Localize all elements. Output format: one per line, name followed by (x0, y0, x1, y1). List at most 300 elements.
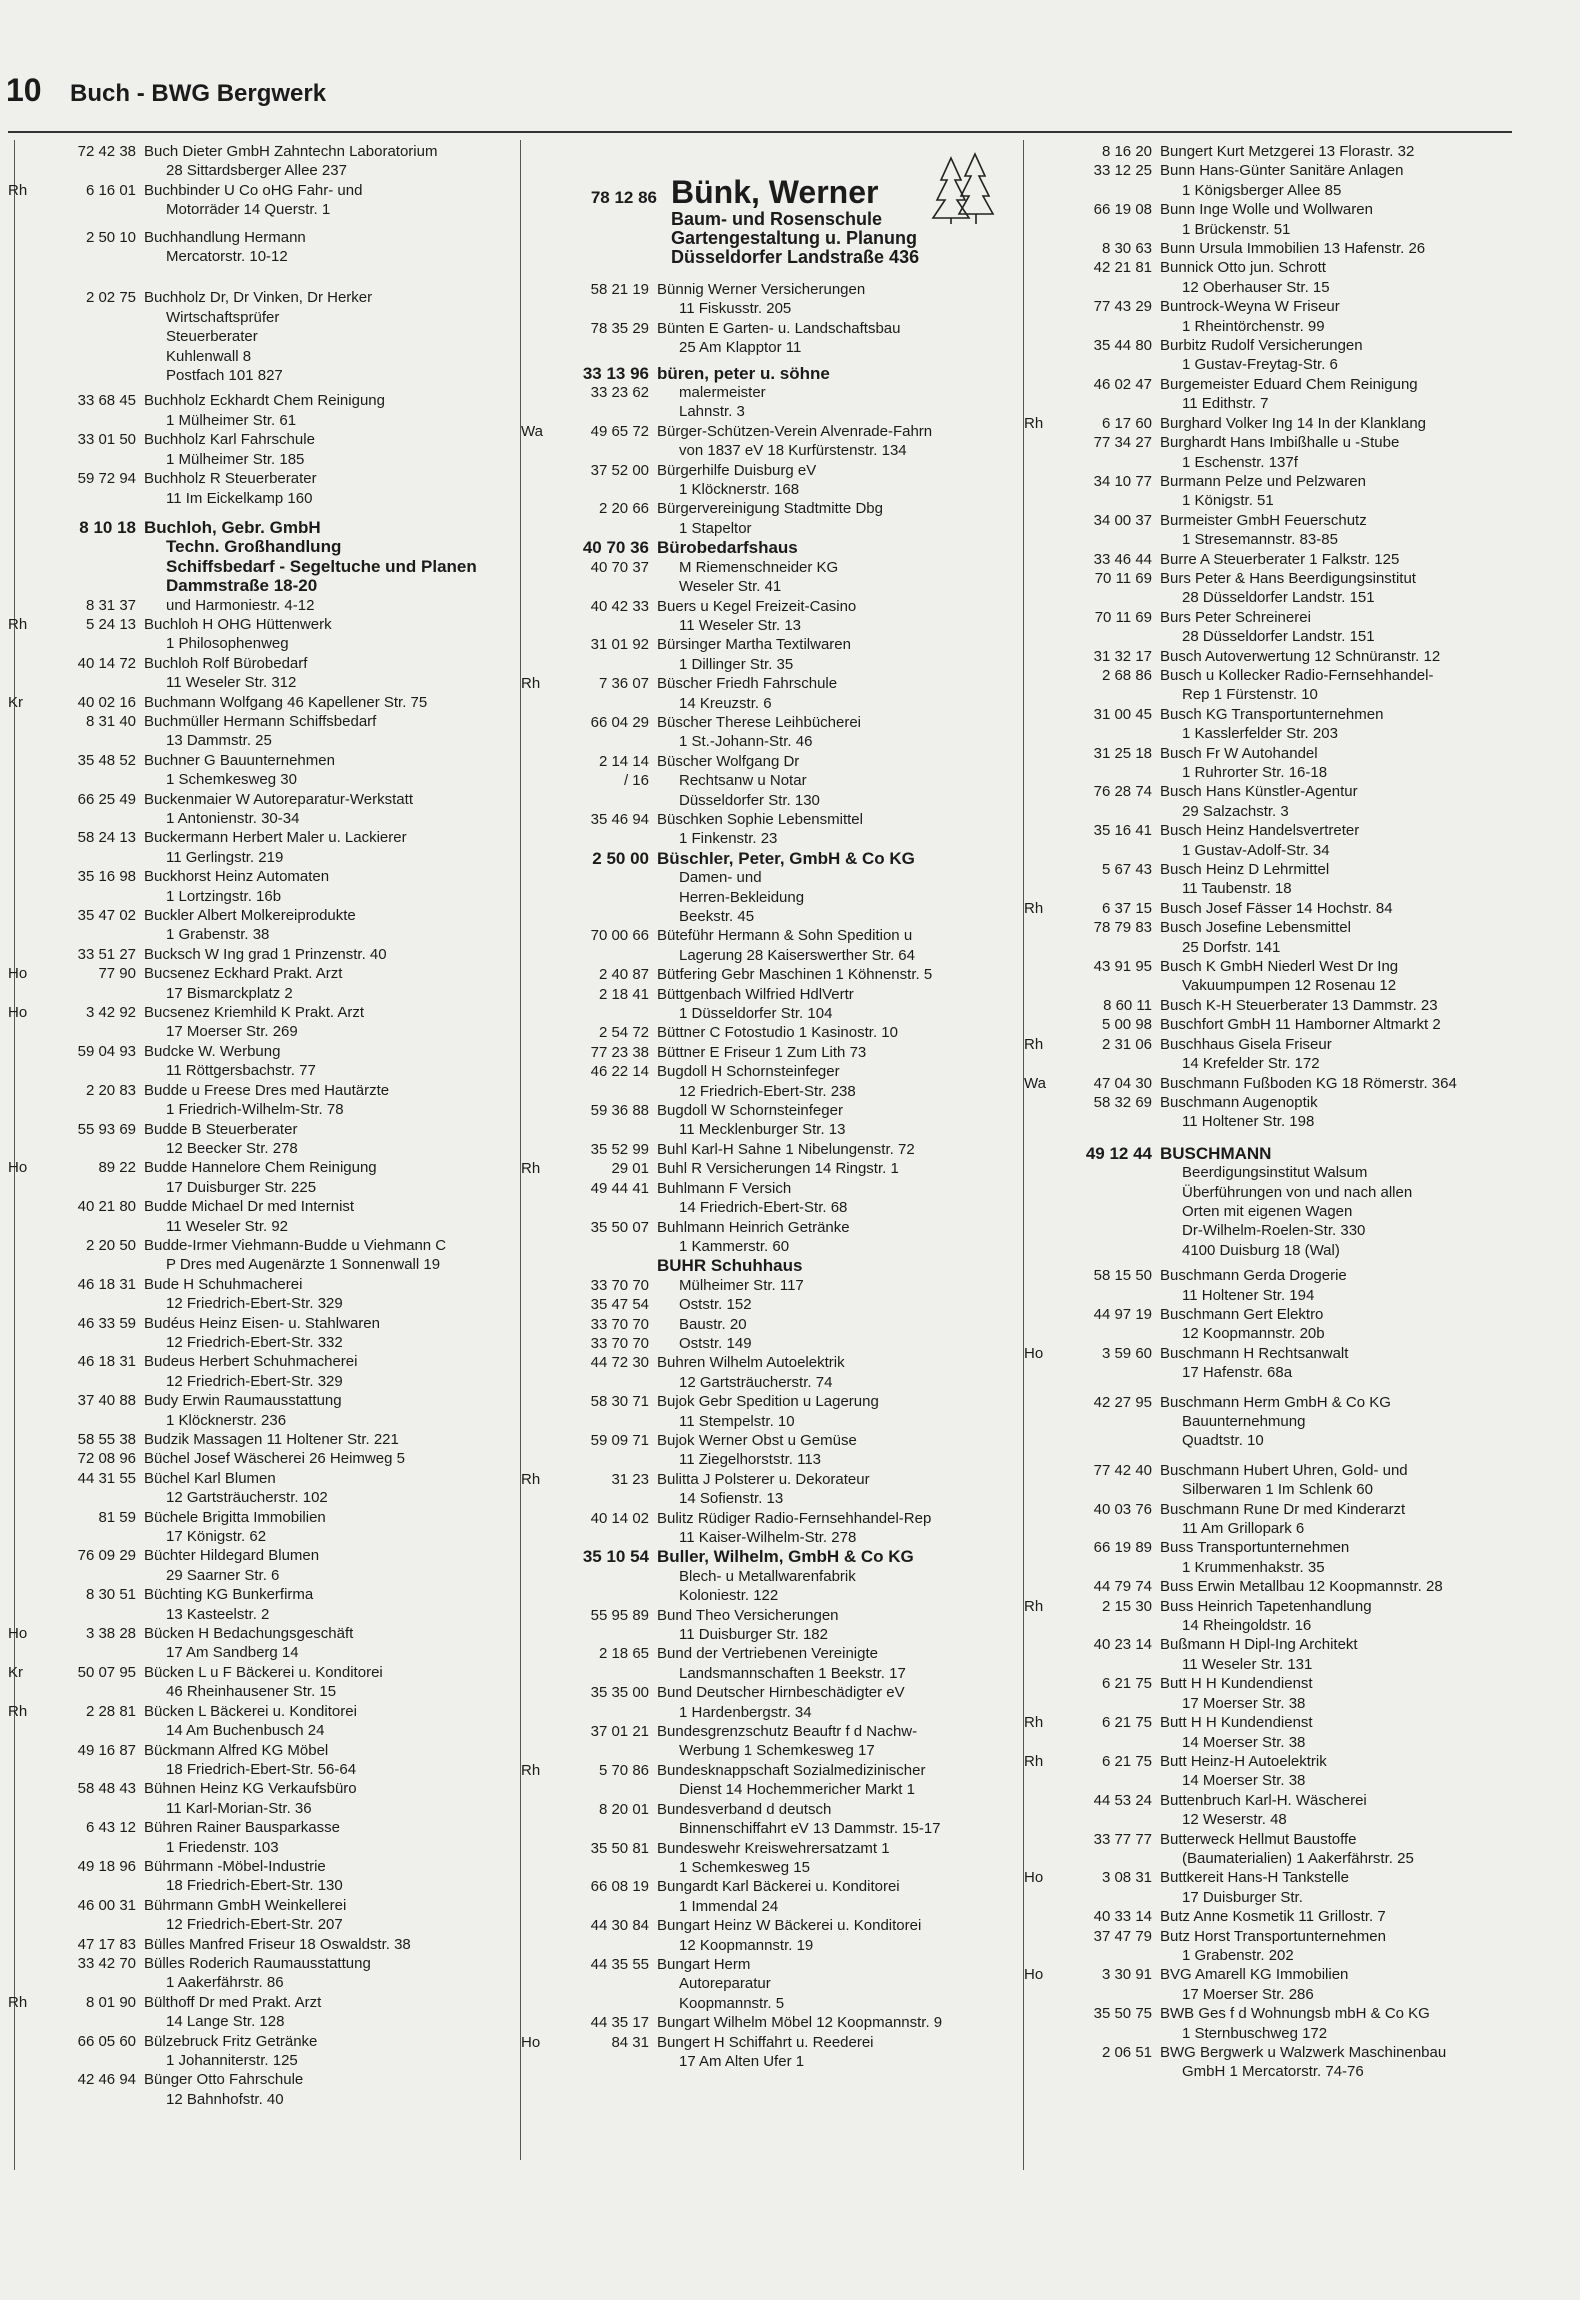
phone-number: 50 07 95 (77, 1663, 136, 1681)
directory-entry (521, 558, 1035, 597)
listing-column-1 (8, 142, 520, 2109)
directory-entry (8, 712, 520, 751)
district-prefix (521, 364, 561, 383)
entry-name: Burs Peter & Hans Beerdigungsinstitut (1160, 569, 1416, 587)
indent-spacer (1064, 278, 1160, 297)
district-prefix (1024, 1144, 1064, 1163)
phone-number: 66 25 49 (77, 790, 136, 808)
entry-name: Bungart Heinz W Bäckerei u. Konditorei (657, 1917, 922, 1935)
entry-line (1024, 1907, 1522, 1926)
indent-spacer (561, 480, 657, 499)
entry-name: Budde u Freese Dres med Hautärzte (144, 1081, 390, 1099)
directory-entry (1024, 569, 1522, 608)
indent-spacer (1024, 588, 1064, 607)
entry-name: Bülles Roderich Raumausstattung (144, 1954, 371, 1972)
indent-spacer (8, 1682, 48, 1701)
indent-spacer (1064, 1655, 1160, 1674)
district-prefix: Rh (1024, 1035, 1044, 1053)
indent-spacer (561, 1004, 657, 1023)
entry-detail: Werbung 1 Schemkesweg 17 (679, 1742, 875, 1760)
entry-name: Bujok Gebr Spedition u Lagerung (657, 1393, 879, 1411)
directory-entry (521, 319, 1035, 358)
district-prefix (1024, 1305, 1064, 1324)
directory-entry (521, 771, 1035, 810)
phone-number: 2 68 86 (1101, 666, 1152, 684)
district-prefix (521, 1218, 561, 1237)
phone-number: 49 44 41 (590, 1179, 649, 1197)
district-prefix (1024, 1538, 1064, 1557)
entry-name: Butt Heinz-H Autoelektrik (1160, 1752, 1327, 1770)
phone-number: 77 42 40 (1093, 1461, 1152, 1479)
entry-line (8, 1255, 520, 1274)
indent-spacer (521, 1780, 561, 1799)
entry-line (8, 809, 520, 828)
entry-name: Buchloh H OHG Hüttenwerk (144, 615, 332, 633)
entry-detail: 12 Weserstr. 48 (1182, 1811, 1287, 1829)
indent-spacer (8, 1876, 48, 1895)
directory-entry (8, 2070, 520, 2109)
phone-number: 8 60 11 (1103, 996, 1152, 1014)
entry-line (521, 1373, 1035, 1392)
phone-number: 34 10 77 (1093, 472, 1152, 490)
entry-line (8, 1605, 520, 1624)
ad-line: Baum- und Rosenschule (671, 209, 883, 229)
entry-line (521, 1062, 1035, 1081)
entry-line (521, 1994, 1035, 2013)
phone-number: 5 24 13 (85, 615, 136, 633)
entry-line (521, 1295, 1035, 1314)
district-prefix (1024, 472, 1064, 491)
entry-name: Buchhandlung Hermann (144, 228, 306, 246)
district-prefix (8, 1741, 48, 1760)
entry-line (1024, 666, 1522, 685)
entry-name: Buschmann Herm GmbH & Co KG (1160, 1393, 1391, 1411)
entry-line (1024, 1163, 1522, 1182)
directory-entry (8, 1779, 520, 1818)
entry-line (521, 1353, 1035, 1372)
phone-number: 3 59 60 (1101, 1344, 1152, 1362)
ad-phone: 78 12 86 (590, 188, 657, 207)
phone-number: 42 21 81 (1093, 259, 1152, 277)
entry-name: Büscher Friedh Fahrschule (657, 675, 838, 693)
indent-spacer (521, 480, 561, 499)
entry-line (521, 1334, 1035, 1353)
entry-line (8, 1294, 520, 1313)
district-prefix (8, 1042, 48, 1061)
entry-detail: 46 Rheinhausener Str. 15 (166, 1683, 337, 1701)
entry-line (521, 946, 1035, 965)
entry-line (1024, 1221, 1522, 1240)
entry-line (8, 1411, 520, 1430)
entry-detail: Autoreparatur (679, 1975, 771, 1993)
directory-entry (521, 2033, 1035, 2072)
indent-spacer (521, 1897, 561, 1916)
phone-number: 40 70 37 (590, 558, 649, 576)
entry-line (1024, 1183, 1522, 1202)
indent-spacer (1064, 220, 1160, 239)
entry-line (8, 1527, 520, 1546)
indent-spacer (8, 673, 48, 692)
entry-line (8, 1721, 520, 1740)
indent-spacer (1064, 763, 1160, 782)
directory-entry (1024, 161, 1522, 200)
entry-name: Buschhaus Gisela Friseur (1160, 1035, 1332, 1053)
indent-spacer (8, 411, 48, 430)
ad-text (671, 174, 919, 267)
entry-line (8, 1139, 520, 1158)
entry-line (521, 694, 1035, 713)
entry-detail: 11 Im Eickelkamp 160 (166, 489, 313, 507)
entry-detail: 11 Am Grillopark 6 (1182, 1520, 1305, 1538)
phone-number (561, 1256, 657, 1275)
entry-detail: 12 Gartsträucherstr. 102 (166, 1489, 328, 1507)
district-prefix (1024, 239, 1064, 258)
entry-detail: 11 Edithstr. 7 (1182, 395, 1269, 413)
entry-line (521, 1586, 1035, 1605)
indent-spacer (561, 616, 657, 635)
indent-spacer (521, 1741, 561, 1760)
indent-spacer (1064, 938, 1160, 957)
entry-name: Büchter Hildegard Blumen (144, 1547, 320, 1565)
entry-detail: 11 Weseler Str. 13 (679, 616, 802, 634)
indent-spacer (8, 1760, 48, 1779)
phone-number: 2 14 14 (598, 752, 649, 770)
entry-line (1024, 957, 1522, 976)
directory-entry (8, 142, 520, 181)
entry-detail: 11 Kaiser-Wilhelm-Str. 278 (679, 1529, 857, 1546)
indent-spacer (521, 1974, 561, 1993)
directory-entry (1024, 1163, 1522, 1260)
indent-spacer (48, 1973, 144, 1992)
indent-spacer (561, 791, 657, 810)
directory-entry (1024, 1305, 1522, 1344)
directory-entry (521, 965, 1035, 984)
entry-detail: 12 Beecker Str. 278 (166, 1139, 298, 1157)
entry-line (8, 1314, 520, 1333)
phone-number: 49 12 44 (1085, 1143, 1152, 1163)
indent-spacer (1024, 1946, 1064, 1965)
entry-line (1024, 433, 1522, 452)
district-prefix (1024, 957, 1064, 976)
entry-name: Buckermann Herbert Maler u. Lackierer (144, 829, 407, 847)
entry-detail: Postfach 101 827 (166, 367, 283, 385)
entry-name: Damen- und (679, 869, 762, 887)
indent-spacer (1064, 841, 1160, 860)
entry-line (8, 1372, 520, 1391)
entry-detail: 1 Finkenstr. 23 (679, 830, 778, 848)
district-prefix (8, 751, 48, 770)
entry-line (8, 2012, 520, 2031)
entry-detail: 12 Friedrich-Ebert-Str. 329 (166, 1295, 343, 1313)
indent-spacer (8, 2051, 48, 2070)
district-prefix (8, 142, 48, 161)
directory-entry (521, 1431, 1035, 1470)
entry-name: Bührmann -Möbel-Industrie (144, 1857, 326, 1875)
entry-name: Buschmann Gerda Drogerie (1160, 1267, 1347, 1285)
indent-spacer (1064, 1286, 1160, 1305)
phone-number: 5 00 98 (1101, 1016, 1152, 1034)
indent-spacer (48, 770, 144, 789)
directory-entry (8, 790, 520, 829)
entry-line (8, 1585, 520, 1604)
phone-number: 37 52 00 (590, 461, 649, 479)
phone-number: 35 16 41 (1093, 822, 1152, 840)
entry-name: Buchbinder U Co oHG Fahr- und (144, 181, 363, 199)
indent-spacer (1024, 1810, 1064, 1829)
entry-detail: 1 Philosophenweg (166, 635, 289, 653)
entry-name: Bunn Hans-Günter Sanitäre Anlagen (1160, 162, 1404, 180)
entry-line (8, 469, 520, 488)
indent-spacer (48, 1682, 144, 1701)
entry-line (8, 1663, 520, 1682)
entry-detail: 1 Brückenstr. 51 (1182, 220, 1291, 238)
entry-name: Bucsenez Eckhard Prakt. Arzt (144, 965, 343, 983)
entry-name: Busch Heinz D Lehrmittel (1160, 861, 1330, 879)
entry-line (521, 1664, 1035, 1683)
directory-entry (521, 1140, 1035, 1159)
directory-entry (521, 1256, 1035, 1275)
district-prefix (521, 499, 561, 518)
indent-spacer (561, 655, 657, 674)
phone-number: 49 16 87 (77, 1741, 136, 1759)
phone-number: 5 70 86 (598, 1761, 649, 1779)
entry-name: Bücken L Bäckerei u. Konditorei (144, 1702, 357, 1720)
indent-spacer (48, 200, 144, 219)
indent-spacer (561, 829, 657, 848)
entry-line (1024, 1112, 1522, 1131)
entry-detail: 18 Friedrich-Ebert-Str. 56-64 (166, 1760, 357, 1778)
entry-line (8, 181, 520, 200)
directory-entry (1024, 1752, 1522, 1791)
entry-line (521, 674, 1035, 693)
phone-number: 66 04 29 (590, 713, 649, 731)
directory-entry (8, 828, 520, 867)
indent-spacer (48, 1527, 144, 1546)
indent-spacer (8, 576, 48, 595)
directory-entry (8, 964, 520, 1003)
entry-detail: 17 Am Sandberg 14 (166, 1644, 299, 1662)
indent-spacer (1064, 724, 1160, 743)
directory-entry (1024, 297, 1522, 336)
entry-detail: Lahnstr. 3 (679, 403, 745, 421)
indent-spacer (1024, 1363, 1064, 1382)
indent-spacer (48, 450, 144, 469)
indent-spacer (48, 1488, 144, 1507)
district-prefix (521, 1431, 561, 1450)
entry-detail: Orten mit eigenen Wagen (1182, 1202, 1353, 1220)
directory-entry (521, 635, 1035, 674)
entry-name: Bundesknappschaft Sozialmedizinischer (657, 1761, 926, 1779)
entry-line (8, 1197, 520, 1216)
entry-line (521, 1140, 1035, 1159)
indent-spacer (48, 327, 144, 346)
indent-spacer (48, 2012, 144, 2031)
entry-line (521, 538, 1035, 557)
indent-spacer (521, 1120, 561, 1139)
indent-spacer (521, 1858, 561, 1877)
entry-line (8, 1935, 520, 1954)
district-prefix (521, 1334, 561, 1353)
entry-name: Buschmann H Rechtsanwalt (1160, 1344, 1349, 1362)
entry-line (1024, 220, 1522, 239)
directory-entry (8, 1430, 520, 1449)
entry-line (521, 1179, 1035, 1198)
entry-line (521, 1101, 1035, 1120)
entry-line (8, 1217, 520, 1236)
district-prefix (8, 2032, 48, 2051)
district-prefix (521, 1839, 561, 1858)
entry-line (521, 1547, 1035, 1566)
indent-spacer (561, 1858, 657, 1877)
indent-spacer (1064, 1241, 1160, 1260)
district-prefix (521, 752, 561, 771)
phone-number: 40 02 16 (77, 693, 136, 711)
entry-name: BWG Bergwerk u Walzwerk Maschinenbau (1160, 2044, 1447, 2061)
entry-line (8, 430, 520, 449)
district-prefix (1024, 1163, 1064, 1182)
entry-line (1024, 588, 1522, 607)
indent-spacer (8, 537, 48, 556)
phone-number: 58 55 38 (77, 1431, 136, 1448)
phone-number: 31 32 17 (1093, 647, 1152, 665)
indent-spacer (8, 1973, 48, 1992)
indent-spacer (8, 1915, 48, 1934)
indent-spacer (561, 1450, 657, 1469)
directory-entry (521, 1839, 1035, 1878)
district-prefix: Ho (8, 1625, 28, 1643)
page-number: 10 (6, 72, 42, 108)
entry-line (8, 1643, 520, 1662)
directory-entry (521, 383, 1035, 422)
indent-spacer (1024, 1655, 1064, 1674)
entry-detail: 17 Am Alten Ufer 1 (679, 2052, 805, 2070)
indent-spacer (8, 1411, 48, 1430)
entry-detail: 12 Bahnhofstr. 40 (166, 2090, 284, 2108)
entry-line (521, 461, 1035, 480)
indent-spacer (521, 2052, 561, 2071)
phone-number: 59 04 93 (77, 1042, 136, 1060)
entry-name: Buschmann Fußboden KG 18 Römerstr. 364 (1160, 1074, 1457, 1092)
entry-line (8, 1508, 520, 1527)
entry-name: Büchele Brigitta Immobilien (144, 1508, 326, 1526)
phone-number: 2 18 65 (598, 1645, 649, 1663)
fir-trees-icon (931, 152, 995, 226)
indent-spacer (8, 887, 48, 906)
district-prefix (521, 1644, 561, 1663)
indent-spacer (561, 1625, 657, 1644)
district-prefix (1024, 1093, 1064, 1112)
indent-spacer (1024, 724, 1064, 743)
entry-name: Busch Autoverwertung 12 Schnüranstr. 12 (1160, 647, 1441, 665)
entry-line (8, 411, 520, 430)
indent-spacer (521, 1664, 561, 1683)
entry-line (1024, 375, 1522, 394)
directory-entry (1024, 996, 1522, 1015)
indent-spacer (8, 1605, 48, 1624)
indent-spacer (521, 519, 561, 538)
indent-spacer (561, 1198, 657, 1217)
indent-spacer (48, 1217, 144, 1236)
entry-detail: Düsseldorfer Str. 130 (679, 791, 820, 809)
entry-name: Mülheimer Str. 117 (679, 1276, 804, 1294)
entry-line (1024, 1093, 1522, 1112)
entry-name: Büschken Sophie Lebensmittel (657, 810, 863, 828)
entry-detail: 17 Hafenstr. 68a (1182, 1364, 1293, 1382)
entry-line (1024, 2043, 1522, 2062)
indent-spacer (1024, 879, 1064, 898)
entry-line (521, 2033, 1035, 2052)
directory-entry (8, 654, 520, 693)
entry-line (521, 1198, 1035, 1217)
indent-spacer (1024, 1771, 1064, 1790)
entry-detail: 17 Duisburger Str. 225 (166, 1178, 317, 1196)
phone-number: 35 47 54 (590, 1296, 649, 1314)
indent-spacer (1064, 1412, 1160, 1431)
entry-line (1024, 841, 1522, 860)
phone-number: 7 36 07 (598, 675, 649, 693)
entry-name: Budde-Irmer Viehmann-Budde u Viehmann C (144, 1236, 447, 1254)
entry-detail: Koopmannstr. 5 (679, 1994, 785, 2012)
district-prefix (521, 771, 561, 790)
indent-spacer (1024, 2062, 1064, 2081)
district-prefix (8, 1508, 48, 1527)
entry-line (1024, 394, 1522, 413)
entry-line (521, 1392, 1035, 1411)
phone-number: 40 33 14 (1093, 1908, 1152, 1926)
entry-line (521, 985, 1035, 1004)
directory-entry (521, 1023, 1035, 1042)
entry-detail: 1 Kasslerfelder Str. 203 (1182, 725, 1338, 743)
indent-spacer (8, 1566, 48, 1585)
entry-line (8, 1430, 520, 1449)
entry-detail: 11 Ziegelhorststr. 113 (679, 1451, 822, 1469)
phone-number: 70 00 66 (590, 927, 649, 945)
entry-line (1024, 627, 1522, 646)
indent-spacer (48, 1643, 144, 1662)
entry-line (521, 1897, 1035, 1916)
entry-line (521, 1159, 1035, 1178)
indent-spacer (1064, 1771, 1160, 1790)
entry-line (8, 1546, 520, 1565)
district-prefix (8, 2070, 48, 2089)
entry-line (521, 1877, 1035, 1896)
entry-line (1024, 782, 1522, 801)
entry-detail: 1 Ruhrorter Str. 16-18 (1182, 764, 1328, 781)
district-prefix (1024, 1266, 1064, 1285)
indent-spacer (521, 1450, 561, 1469)
entry-line (521, 616, 1035, 635)
indent-spacer (1064, 1363, 1160, 1382)
district-prefix: Ho (1024, 1869, 1044, 1887)
phone-number: 35 44 80 (1093, 337, 1152, 355)
district-prefix (8, 1779, 48, 1798)
entry-line (1024, 744, 1522, 763)
district-prefix (521, 319, 561, 338)
entry-detail: 12 Friedrich-Ebert-Str. 207 (166, 1916, 343, 1934)
directory-entry (1024, 608, 1522, 647)
indent-spacer (1064, 1810, 1160, 1829)
phone-number: 47 04 30 (1093, 1074, 1152, 1092)
directory-entry (521, 461, 1035, 500)
indent-spacer (8, 1838, 48, 1857)
indent-spacer (521, 1237, 561, 1256)
directory-entry (8, 1042, 520, 1081)
directory-entry (521, 1567, 1035, 1606)
entry-line (1024, 1713, 1522, 1732)
phone-number: 33 23 62 (590, 384, 649, 402)
entry-detail: 11 Duisburger Str. 182 (679, 1626, 828, 1644)
directory-entry (521, 1315, 1035, 1334)
